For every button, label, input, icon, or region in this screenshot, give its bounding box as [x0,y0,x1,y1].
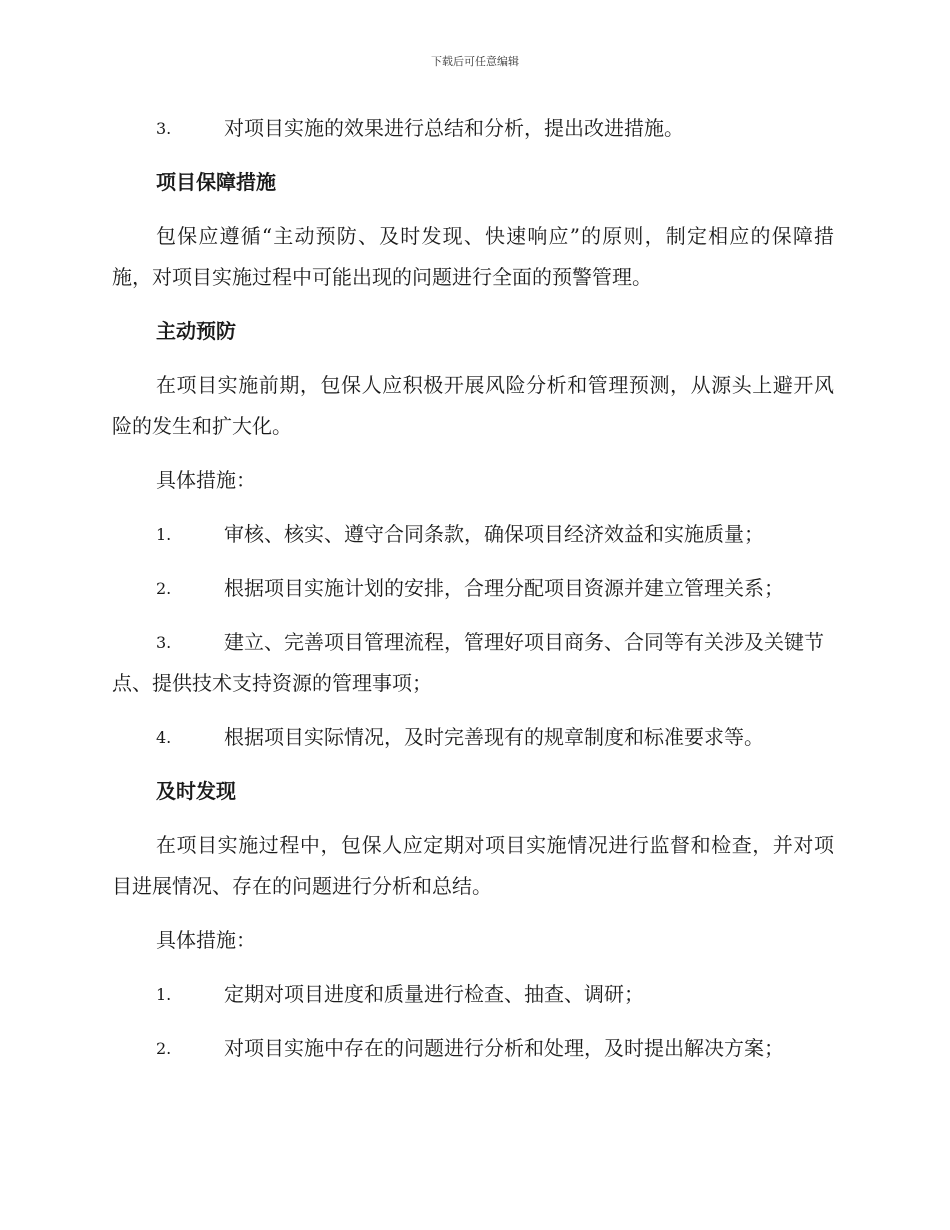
paragraph-guarantee: 包保应遵循“主动预防、及时发现、快速响应”的原则，制定相应的保障措施，对项目实施过程中可能出现的问题进行全面的预警管理。 [112,224,834,289]
section-heading-prevent: 主动预防 [156,319,236,343]
list-item-text: 对项目实施的效果进行总结和分析，提出改进措施。 [224,116,684,140]
list-item-text: 根据项目实施计划的安排，合理分配项目资源并建立管理关系； [224,576,784,600]
list-item-text: 根据项目实际情况，及时完善现有的规章制度和标准要求等。 [224,725,764,749]
section-heading-discover: 及时发现 [156,779,236,803]
list-item [112,974,834,1015]
list-item [112,1028,834,1069]
list-item-text: 建立、完善项目管理流程，管理好项目商务、合同等有关涉及关键节点、提供技术支持资源的管理事项； [112,630,824,695]
list-number: 3. [156,119,172,138]
list-number: 2. [156,1039,172,1058]
measures-label: 具体措施： [156,468,256,492]
list-item [112,622,834,704]
list-item [112,514,834,555]
list-number: 1. [156,985,172,1004]
list-item [112,717,834,758]
list-number: 3. [156,633,172,652]
measures-label: 具体措施： [156,928,256,952]
list-item-text: 审核、核实、遵守合同条款，确保项目经济效益和实施质量； [224,522,764,546]
list-number: 4. [156,728,172,747]
list-item-text: 对项目实施中存在的问题进行分析和处理，及时提出解决方案； [224,1036,784,1060]
section-heading-guarantee: 项目保障措施 [156,170,276,194]
page-header: 下载后可任意编辑 [431,55,519,68]
paragraph-prevent: 在项目实施前期，包保人应积极开展风险分析和管理预测，从源头上避开风险的发生和扩大化。 [112,373,834,438]
paragraph-discover: 在项目实施过程中，包保人应定期对项目实施情况进行监督和检查，并对项目进展情况、存在的问题进行分析和总结。 [112,833,834,898]
list-item [112,108,834,149]
list-number: 1. [156,525,172,544]
list-item-text: 定期对项目进度和质量进行检查、抽查、调研； [224,982,644,1006]
list-number: 2. [156,579,172,598]
list-item [112,568,834,609]
document-body [112,108,834,1082]
